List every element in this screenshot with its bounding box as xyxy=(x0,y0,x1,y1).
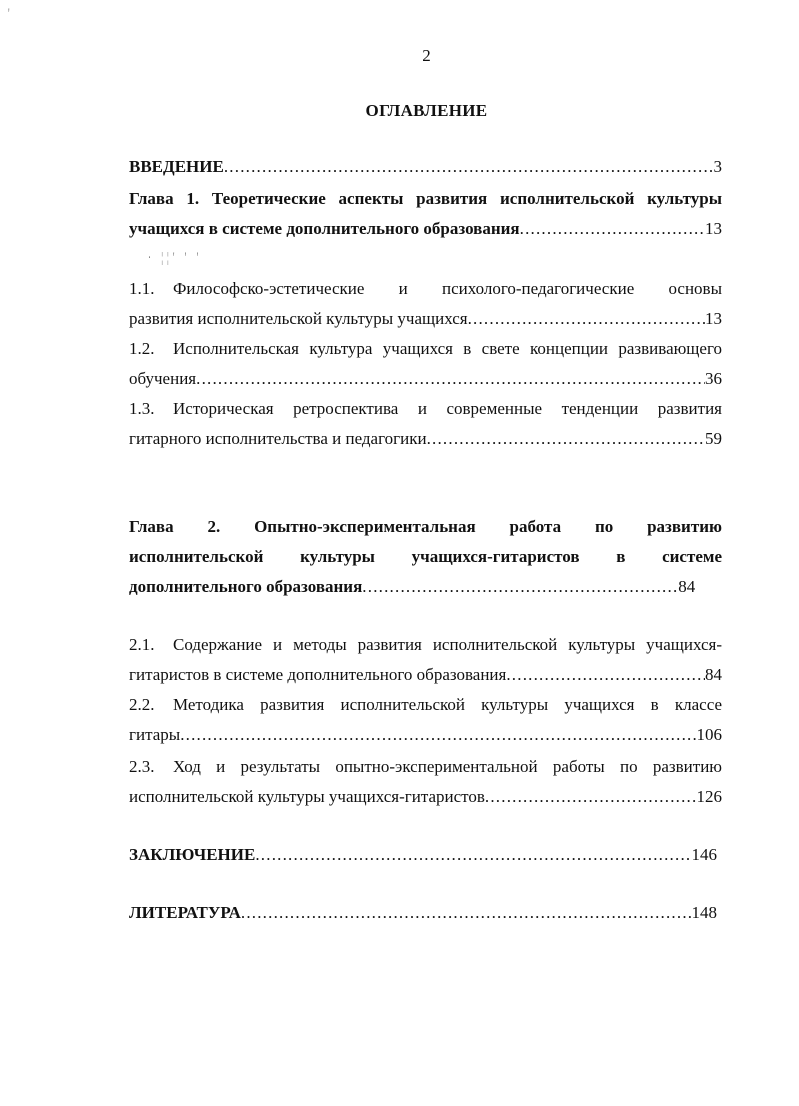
section-number: 1.3. xyxy=(129,399,155,418)
scan-artifact: ' xyxy=(8,5,14,21)
toc-entry-section-1-1 xyxy=(129,274,722,334)
leader-dots xyxy=(427,424,705,454)
entry-line: исполнительской культуры учащихся-гитаристов xyxy=(129,787,485,806)
toc-entry-conclusion xyxy=(129,840,717,870)
toc-entry-section-2-2 xyxy=(129,690,722,750)
leader-dots xyxy=(506,660,705,690)
entry-line: гитары xyxy=(129,725,181,744)
section-number: 2.1. xyxy=(129,635,155,654)
leader-dots xyxy=(224,152,714,182)
entry-page: 13 xyxy=(705,219,722,238)
entry-page: 13 xyxy=(705,309,722,328)
toc-entry-section-1-2 xyxy=(129,334,722,394)
entry-line: дополнительного образования xyxy=(129,577,363,596)
entry-page: 3 xyxy=(713,157,722,176)
scan-artifact: · ¦¦' ' ' xyxy=(148,249,203,265)
leader-dots xyxy=(485,782,697,812)
toc-entry-literature xyxy=(129,898,717,928)
section-number: 2.3. xyxy=(129,757,155,776)
section-number: 1.2. xyxy=(129,339,155,358)
entry-page: 84 xyxy=(705,665,722,684)
entry-label: ВВЕДЕНИЕ xyxy=(129,157,224,176)
page-number: 2 xyxy=(422,46,431,65)
toc-entry-introduction xyxy=(129,152,722,182)
leader-dots xyxy=(255,840,691,870)
entry-line: гитарного исполнительства и педагогики xyxy=(129,429,427,448)
entry-page: 106 xyxy=(696,725,722,744)
section-number: 2.2. xyxy=(129,695,155,714)
toc-entry-section-1-3 xyxy=(129,394,722,454)
leader-dots xyxy=(468,304,705,334)
leader-dots xyxy=(241,898,692,928)
entry-line: Исполнительская культура учащихся в свете концепции развивающего xyxy=(173,339,722,358)
entry-line: исполнительской культуры учащихся-гитаристов в системе xyxy=(129,547,722,566)
entry-line: Методика развития исполнительской культуры учащихся в классе xyxy=(173,695,722,714)
entry-line: Глава 2. Опытно-экспериментальная работа по развитию xyxy=(129,517,722,536)
toc-title: ОГЛАВЛЕНИЕ xyxy=(365,101,488,120)
entry-line: учащихся в системе дополнительного образования xyxy=(129,219,520,238)
toc-entry-section-2-3 xyxy=(129,752,722,812)
leader-dots xyxy=(196,364,705,394)
leader-dots xyxy=(180,720,696,750)
entry-line: Ход и результаты опытно-экспериментальной работы по развитию xyxy=(173,757,722,776)
section-number: 1.1. xyxy=(129,279,155,298)
entry-page: 59 xyxy=(705,429,722,448)
leader-dots xyxy=(520,214,705,244)
entry-line: Содержание и методы развития исполнительской культуры учащихся- xyxy=(173,635,722,654)
toc-entry-section-2-1 xyxy=(129,630,722,690)
toc-entry-chapter-1 xyxy=(129,184,722,244)
entry-page: 146 xyxy=(691,845,717,864)
entry-line: Философско-эстетические и психолого-педагогические основы xyxy=(173,279,722,298)
entry-label: ЛИТЕРАТУРА xyxy=(129,903,241,922)
entry-line: развития исполнительской культуры учащихся xyxy=(129,309,468,328)
entry-page: 126 xyxy=(696,787,722,806)
entry-line: гитаристов в системе дополнительного образования xyxy=(129,665,507,684)
entry-label: ЗАКЛЮЧЕНИЕ xyxy=(129,845,256,864)
entry-page: 148 xyxy=(691,903,717,922)
entry-page: 84 xyxy=(678,577,696,596)
leader-dots xyxy=(362,572,678,602)
entry-line: Глава 1. Теоретические аспекты развития исполнительской культуры xyxy=(129,189,722,208)
toc-entry-chapter-2 xyxy=(129,512,722,602)
entry-line: Историческая ретроспектива и современные тенденции развития xyxy=(173,399,722,418)
entry-page: 36 xyxy=(705,369,722,388)
entry-line: обучения xyxy=(129,369,197,388)
